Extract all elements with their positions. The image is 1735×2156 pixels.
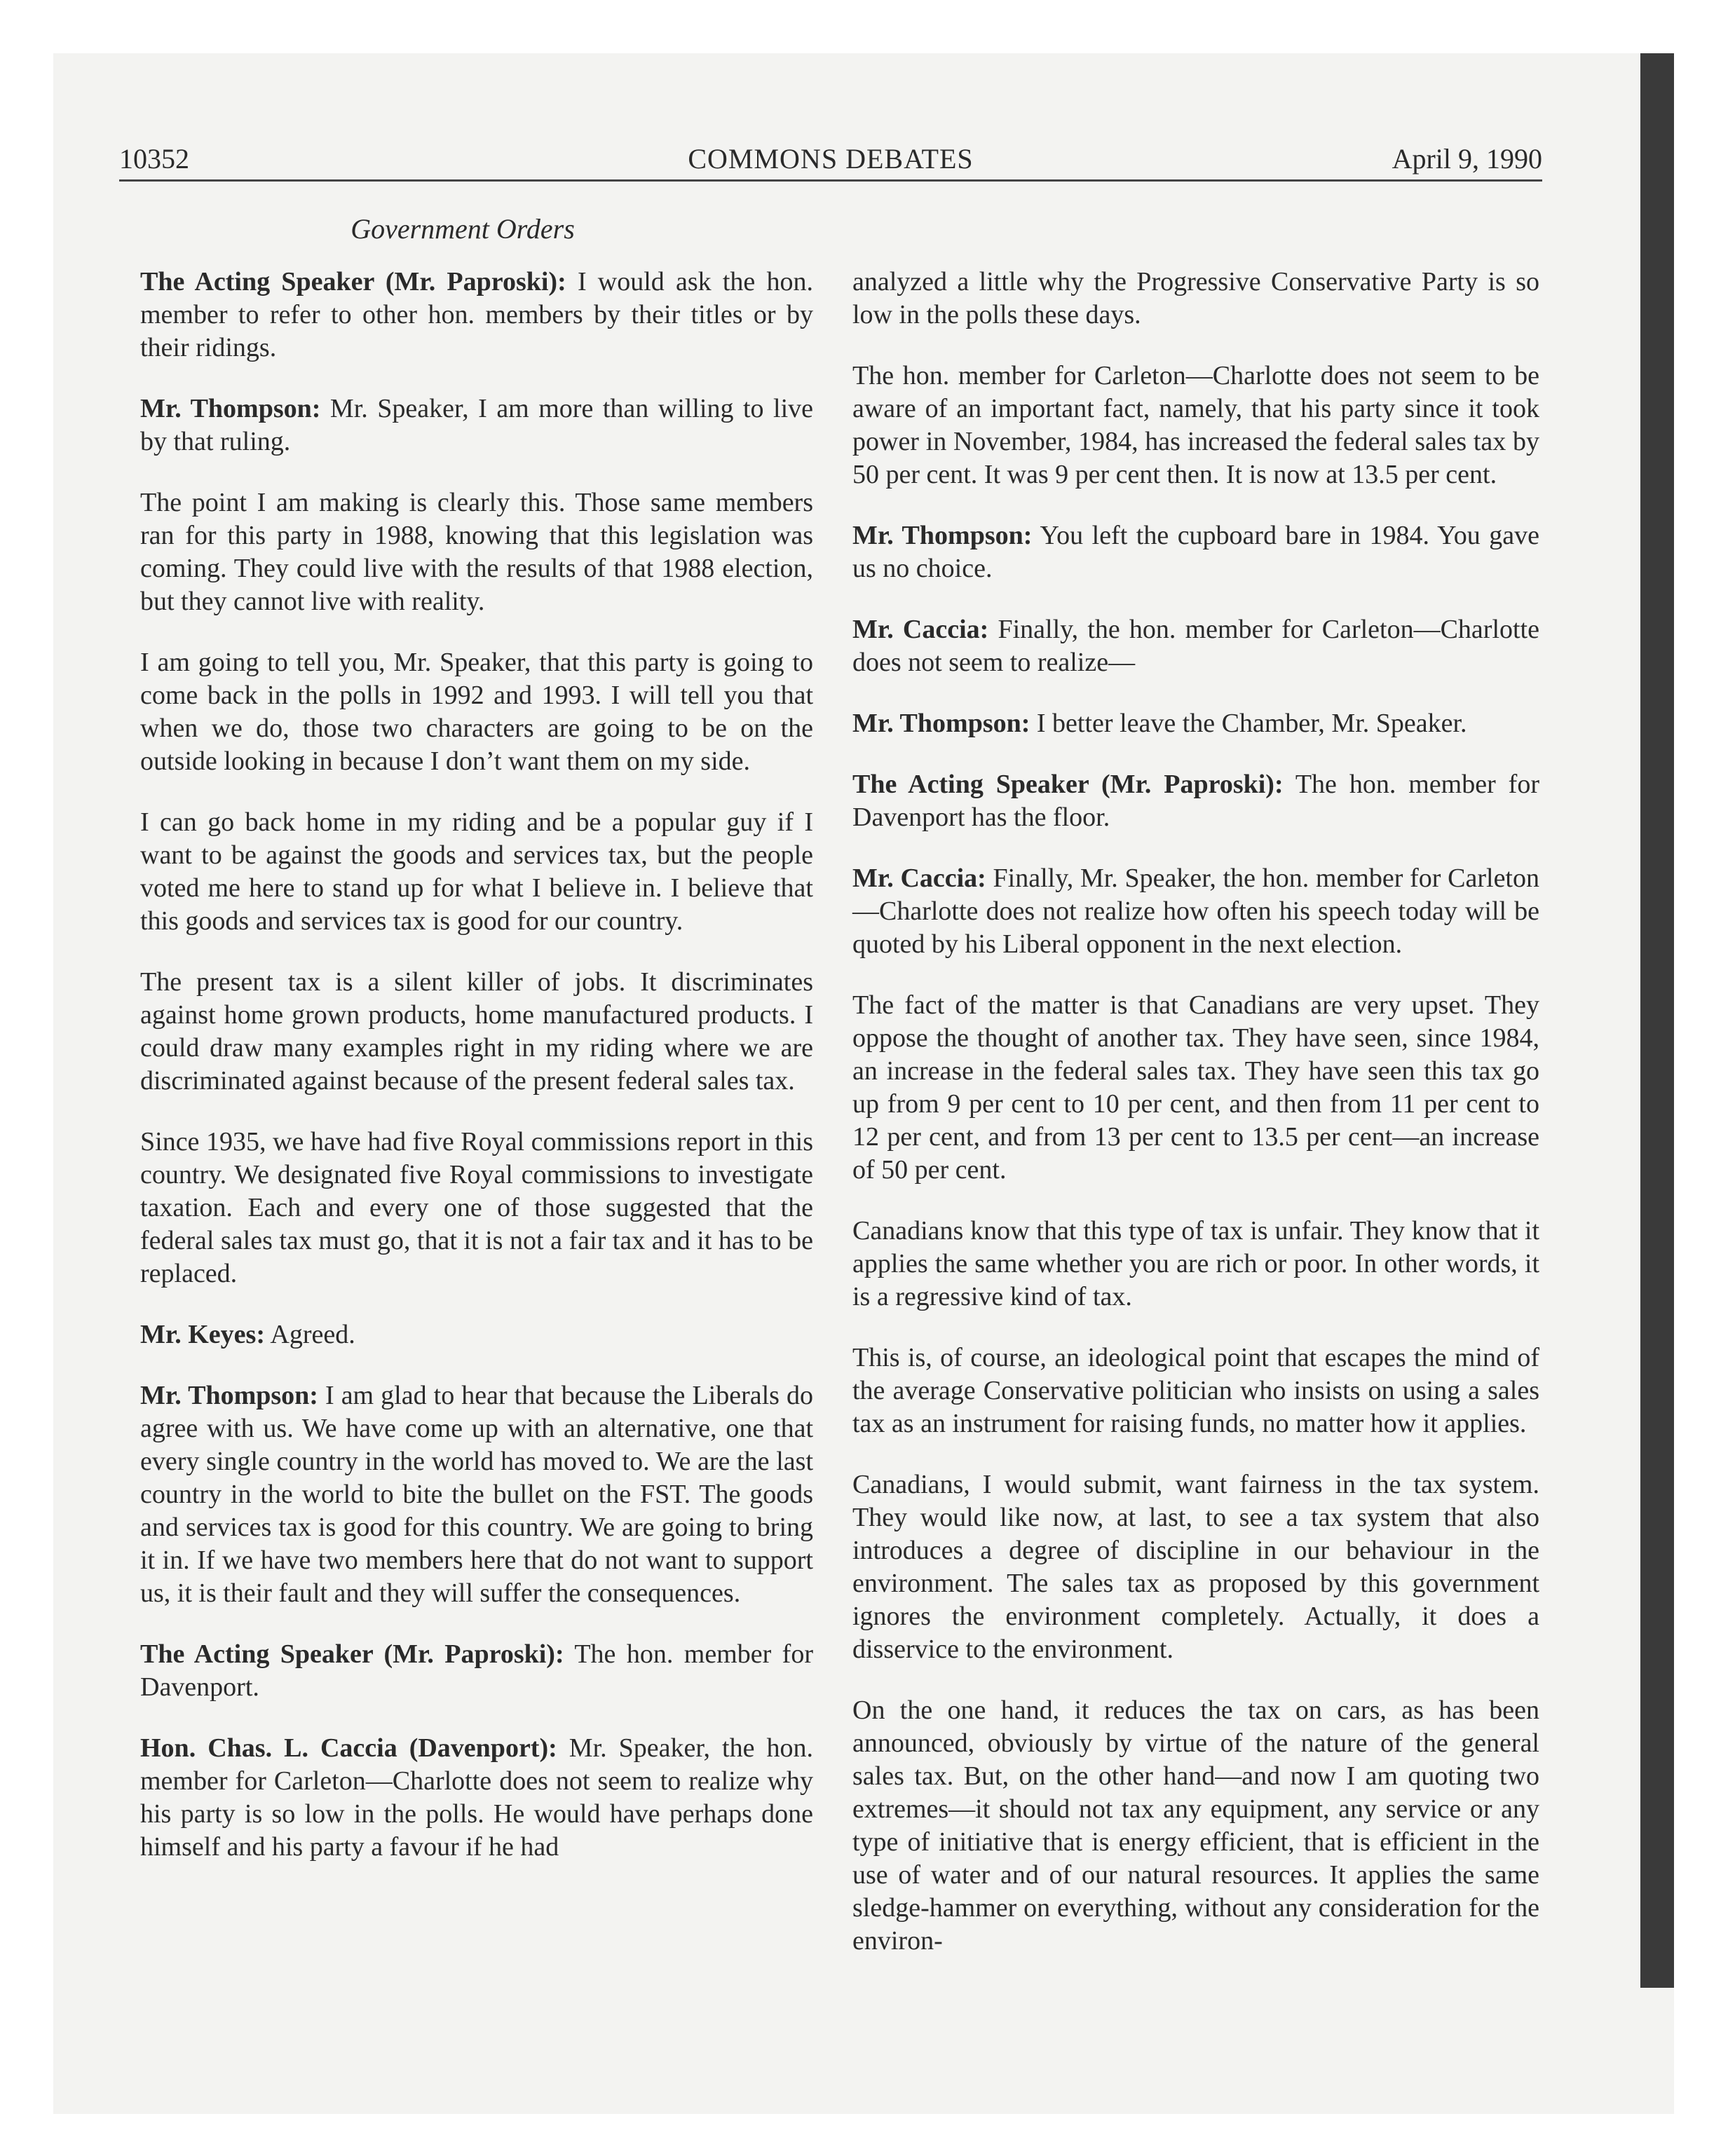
- speaker-name: Hon. Chas. L. Caccia (Davenport):: [140, 1733, 557, 1763]
- speaker-name: Mr. Thompson:: [852, 521, 1033, 550]
- paragraph-text: Canadians, I would submit, want fairness in the tax system. They would like now, at last, to see a tax system that also introduces a degree of discipline in our behaviour in the environment. The sales tax as proposed by this government ignores the environment completely. Actually, it does a disservice to the environment.: [852, 1470, 1539, 1664]
- paragraph: [140, 486, 813, 618]
- publication-title: COMMONS DEBATES: [688, 143, 974, 175]
- paragraph-text: Canadians know that this type of tax is unfair. They know that it applies the same whether you are rich or poor. In other words, it is a regressive kind of tax.: [852, 1216, 1539, 1311]
- paragraph: [140, 806, 813, 938]
- page-number: 10352: [119, 143, 189, 175]
- paragraph: [852, 1342, 1539, 1440]
- right-column: [852, 266, 1539, 1986]
- paragraph-text: The present tax is a silent killer of jobs. It discriminates against home grown products, home manufactured products. I could draw many examples right in my riding where we are discriminated against because of the present federal sales tax.: [140, 967, 813, 1096]
- paragraph-text: Mr. Speaker, the hon. member for Carleton—Charlotte does not seem to realize why his party is so low in the polls. He would have perhaps done himself and his party a favour if he had: [140, 1733, 813, 1862]
- paragraph: [140, 393, 813, 458]
- paragraph: [140, 1379, 813, 1610]
- paragraph-text: On the one hand, it reduces the tax on cars, as has been announced, obviously by virtue of the nature of the general sales tax. But, on the other hand—and now I am quoting two extremes—it should not tax any equipment, any service or any type of initiative that is energy efficient, that is efficient in the use of water and of our natural resources. It applies the same sledge-hammer on everything, without any consideration for the environ-: [852, 1696, 1539, 1956]
- speaker-name: Mr. Caccia:: [852, 615, 989, 644]
- paragraph-text: The point I am making is clearly this. Those same members ran for this party in 1988, knowing that this legislation was coming. They could live with the results of that 1988 election, but they cannot live with reality.: [140, 488, 813, 616]
- paragraph: [852, 1694, 1539, 1958]
- paragraph: [140, 1126, 813, 1290]
- paragraph-text: The fact of the matter is that Canadians are very upset. They oppose the thought of another tax. They have seen, since 1984, an increase in the federal sales tax. They have seen this tax go up from 9 per cent to 10 per cent, and then from 11 per cent to 12 per cent, and from 13 per cent to 13.5 per cent—an increase of 50 per cent.: [852, 990, 1539, 1185]
- paragraph: [852, 613, 1539, 679]
- left-column: [140, 266, 813, 1892]
- paragraph: [852, 360, 1539, 491]
- paragraph: [140, 1318, 813, 1351]
- paragraph: [140, 1638, 813, 1704]
- paragraph-text: Finally, the hon. member for Carleton—Charlotte does not seem to realize—: [852, 615, 1539, 677]
- paragraph-text: You left the cupboard bare in 1984. You gave us no choice.: [852, 521, 1539, 583]
- paragraph: [852, 266, 1539, 332]
- speaker-name: Mr. Caccia:: [852, 864, 986, 893]
- paragraph-text: I would ask the hon. member to refer to other hon. members by their titles or by their ridings.: [140, 267, 813, 362]
- paragraph-text: The hon. member for Davenport has the floor.: [852, 770, 1539, 832]
- paragraph-text: I am glad to hear that because the Liberals do agree with us. We have come up with an alternative, one that every single country in the world has moved to. We are the last country in the world to bite the bullet on the FST. The goods and services tax is good for this country. We are going to bring it in. If we have two members here that do not want to support us, it is their fault and they will suffer the consequences.: [140, 1381, 813, 1608]
- speaker-name: Mr. Thompson:: [140, 1381, 318, 1410]
- paragraph: [852, 1468, 1539, 1666]
- paragraph: [140, 646, 813, 778]
- paragraph-text: The hon. member for Carleton—Charlotte does not seem to be aware of an important fact, namely, that his party since it took power in November, 1984, has increased the federal sales tax by 50 per cent. It was 9 per cent then. It is now at 13.5 per cent.: [852, 361, 1539, 489]
- paragraph-text: I better leave the Chamber, Mr. Speaker.: [1030, 709, 1467, 738]
- paragraph-text: The hon. member for Davenport.: [140, 1639, 813, 1702]
- paragraph: [140, 266, 813, 364]
- paragraph-text: Agreed.: [264, 1320, 355, 1349]
- running-head: [119, 140, 1542, 178]
- issue-date: April 9, 1990: [1392, 143, 1542, 175]
- speaker-name: The Acting Speaker (Mr. Paproski):: [852, 770, 1284, 799]
- scan-edge-shadow: [1640, 53, 1674, 1988]
- header-rule: [119, 179, 1542, 182]
- speaker-name: The Acting Speaker (Mr. Paproski):: [140, 267, 566, 296]
- paragraph: [140, 1732, 813, 1864]
- speaker-name: Mr. Thompson:: [140, 394, 321, 423]
- paragraph: [852, 519, 1539, 585]
- paragraph-text: This is, of course, an ideological point that escapes the mind of the average Conservative politician who insists on using a sales tax as an instrument for raising funds, no matter how it applies.: [852, 1343, 1539, 1438]
- speaker-name: The Acting Speaker (Mr. Paproski):: [140, 1639, 564, 1669]
- paragraph-text: I can go back home in my riding and be a popular guy if I want to be against the goods and services tax, but the people voted me here to stand up for what I believe in. I believe that this goods and services tax is good for our country.: [140, 807, 813, 936]
- paragraph-text: Since 1935, we have had five Royal commissions report in this country. We designated five Royal commissions to investigate taxation. Each and every one of those suggested that the federal sales tax must go, that it is not a fair tax and it has to be replaced.: [140, 1127, 813, 1288]
- paragraph-text: analyzed a little why the Progressive Conservative Party is so low in the polls these days.: [852, 267, 1539, 329]
- paragraph: [852, 989, 1539, 1187]
- paragraph: [852, 707, 1539, 740]
- paragraph-text: I am going to tell you, Mr. Speaker, that this party is going to come back in the polls in 1992 and 1993. I will tell you that when we do, those two characters are going to be on the outside looking in because I don’t want them on my side.: [140, 648, 813, 776]
- paragraph-text: Finally, Mr. Speaker, the hon. member for Carleton—Charlotte does not realize how often his speech today will be quoted by his Liberal opponent in the next election.: [852, 864, 1539, 959]
- speaker-name: Mr. Thompson:: [852, 709, 1030, 738]
- paragraph: [140, 966, 813, 1098]
- paragraph-text: Mr. Speaker, I am more than willing to live by that ruling.: [140, 394, 813, 456]
- section-heading: Government Orders: [351, 213, 575, 245]
- paragraph: [852, 862, 1539, 961]
- speaker-name: Mr. Keyes:: [140, 1320, 265, 1349]
- paragraph: [852, 768, 1539, 834]
- paragraph: [852, 1215, 1539, 1314]
